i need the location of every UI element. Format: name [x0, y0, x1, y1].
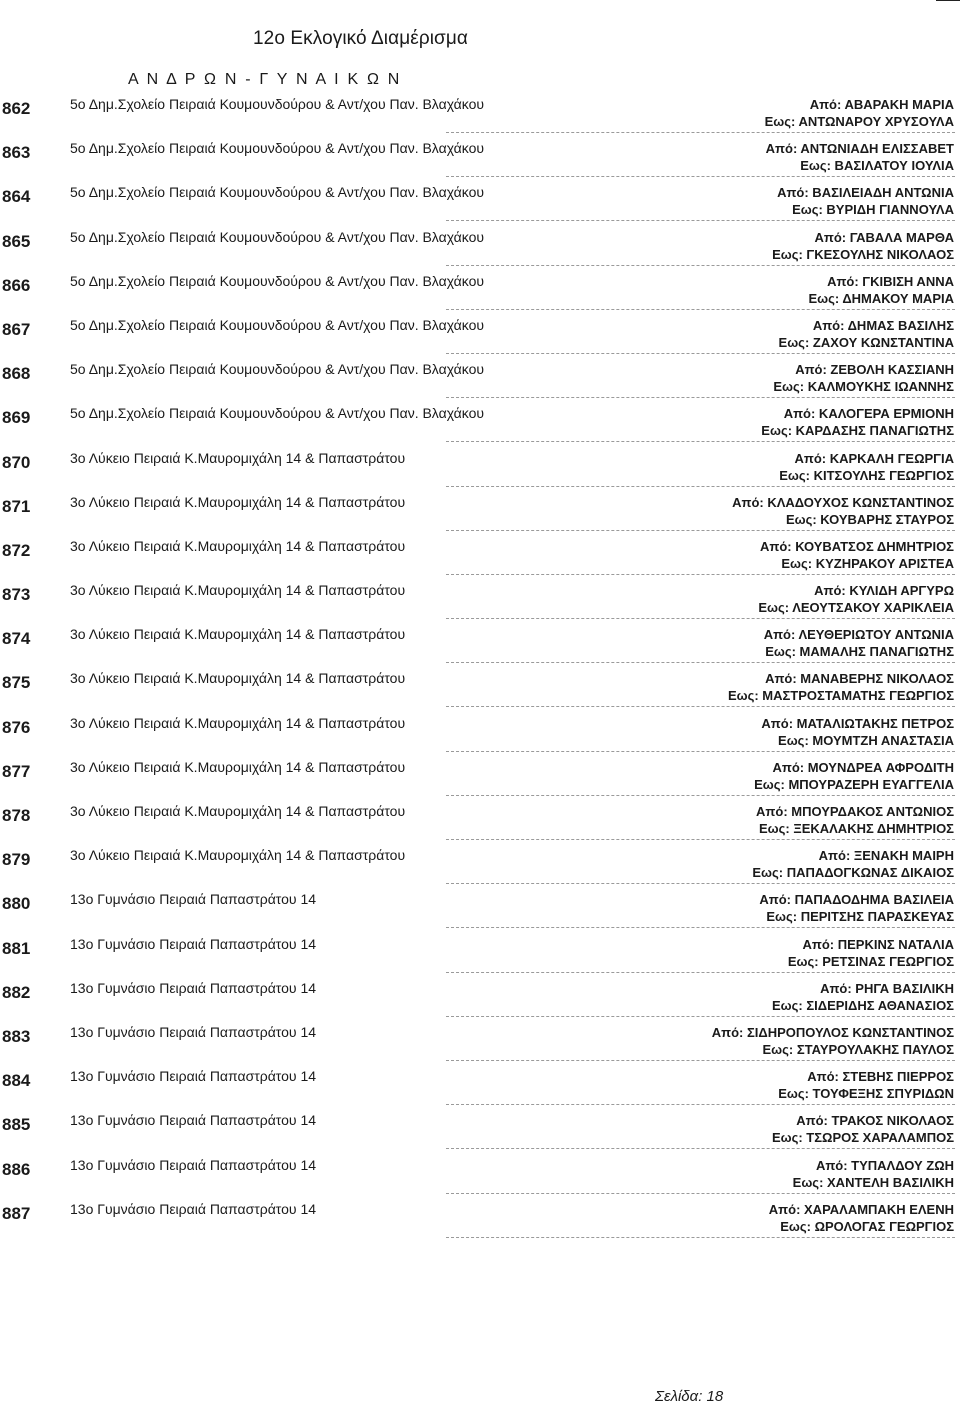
range-from: Από: ΚΑΛΟΓΕΡΑ ΕΡΜΙΟΝΗ [783, 406, 954, 422]
range-to: Εως: ΜΑΜΑΛΗΣ ΠΑΝΑΓΙΩΤΗΣ [765, 644, 954, 660]
dashed-separator [446, 1237, 955, 1238]
station-address: 5ο Δημ.Σχολείο Πειραιά Κουμουνδούρου & Αντ/χου Παν. Βλαχάκου [70, 272, 485, 289]
table-row [0, 935, 960, 979]
station-address: 5ο Δημ.Σχολείο Πειραιά Κουμουνδούρου & Αντ/χου Παν. Βλαχάκου [70, 96, 485, 112]
dashed-separator [446, 176, 955, 177]
station-number: 881 [2, 938, 31, 958]
range-from: Από: ΧΑΡΑΛΑΜΠΑΚΗ ΕΛΕΝΗ [768, 1201, 954, 1217]
station-address: 13ο Γυμνάσιο Πειραιά Παπαστράτου 14 [70, 1200, 317, 1217]
table-row [0, 493, 960, 537]
range-from: Από: ΜΑΤΑΛΙΩΤΑΚΗΣ ΠΕΤΡΟΣ [761, 715, 954, 731]
range-from: Από: ΚΥΛΙΔΗ ΑΡΓΥΡΩ [814, 583, 954, 599]
station-address: 3ο Λύκειο Πειραιά Κ.Μαυρομιχάλη 14 & Παπαστράτου [70, 582, 406, 599]
station-number: 877 [2, 761, 31, 781]
table-row [0, 404, 960, 448]
station-address: 13ο Γυμνάσιο Πειραιά Παπαστράτου 14 [70, 1156, 317, 1173]
range-from: Από: ΤΡΑΚΟΣ ΝΙΚΟΛΑΟΣ [796, 1113, 954, 1129]
range-to: Εως: ΧΑΝΤΕΛΗ ΒΑΣΙΛΙΚΗ [792, 1174, 954, 1190]
range-from: Από: ΛΕΥΘΕΡΙΩΤΟΥ ΑΝΤΩΝΙΑ [763, 627, 954, 643]
dashed-separator [446, 309, 955, 310]
section-title: Α Ν Δ Ρ Ω Ν - Γ Υ Ν Α Ι Κ Ω Ν [128, 71, 402, 88]
station-address: 3ο Λύκειο Πειραιά Κ.Μαυρομιχάλη 14 & Παπαστράτου [70, 803, 406, 819]
range-to: Εως: ΚΟΥΒΑΡΗΣ ΣΤΑΥΡΟΣ [785, 511, 954, 527]
top-rule [936, 0, 960, 1]
range-to: Εως: ΤΟΥΦΕΞΗΣ ΣΠΥΡΙΔΩΝ [778, 1086, 954, 1102]
station-number: 885 [2, 1115, 31, 1135]
dashed-separator [446, 1193, 955, 1194]
range-to: Εως: ΑΝΤΩΝΑΡΟΥ ΧΡΥΣΟΥΛΑ [764, 114, 954, 129]
station-number: 879 [2, 850, 31, 870]
table-row [0, 1156, 960, 1200]
table-row [0, 625, 960, 669]
polling-station-list [0, 95, 960, 1244]
station-number: 883 [2, 1026, 31, 1046]
table-row [0, 581, 960, 625]
table-row [0, 316, 960, 360]
table-row [0, 890, 960, 934]
table-row [0, 449, 960, 493]
station-number: 882 [2, 982, 31, 1002]
table-row [0, 802, 960, 846]
station-number: 878 [2, 806, 31, 825]
station-number: 875 [2, 673, 31, 693]
range-from: Από: ΤΥΠΑΛΔΟΥ ΖΩΗ [815, 1157, 954, 1173]
station-address: 13ο Γυμνάσιο Πειραιά Παπαστράτου 14 [70, 1068, 317, 1085]
station-number: 865 [2, 231, 31, 251]
dashed-separator [446, 441, 955, 442]
table-row [0, 272, 960, 316]
table-row [0, 669, 960, 713]
station-number: 872 [2, 540, 31, 560]
range-to: Εως: ΩΡΟΛΟΓΑΣ ΓΕΩΡΓΙΟΣ [780, 1218, 954, 1234]
table-row [0, 714, 960, 758]
range-from: Από: ΓΚΙΒΙΣΗ ΑΝΝΑ [827, 273, 954, 289]
station-number: 864 [2, 187, 31, 207]
range-from: Από: ΚΟΥΒΑΤΣΟΣ ΔΗΜΗΤΡΙΟΣ [759, 538, 954, 554]
station-address: 3ο Λύκειο Πειραιά Κ.Μαυρομιχάλη 14 & Παπαστράτου [70, 449, 406, 466]
range-to: Εως: ΒΥΡΙΔΗ ΓΙΑΝΝΟΥΛΑ [792, 202, 954, 218]
station-number: 874 [2, 629, 31, 649]
dashed-separator [446, 662, 955, 663]
table-row [0, 183, 960, 227]
range-from: Από: ΞΕΝΑΚΗ ΜΑΙΡΗ [818, 848, 954, 864]
range-to: Εως: ΠΕΡΙΤΣΗΣ ΠΑΡΑΣΚΕΥΑΣ [766, 909, 954, 925]
range-from: Από: ΔΗΜΑΣ ΒΑΣΙΛΗΣ [812, 317, 954, 333]
range-to: Εως: ΜΠΟΥΡΑΖΕΡΗ ΕΥΑΓΓΕΛΙΑ [754, 776, 954, 792]
range-from: Από: ΡΗΓΑ ΒΑΣΙΛΙΚΗ [820, 980, 954, 996]
station-address: 5ο Δημ.Σχολείο Πειραιά Κουμουνδούρου & Αντ/χου Παν. Βλαχάκου [70, 140, 485, 157]
range-from: Από: ΒΑΣΙΛΕΙΑΔΗ ΑΝΤΩΝΙΑ [777, 185, 954, 201]
range-from: Από: ΚΑΡΚΑΛΗ ΓΕΩΡΓΙΑ [794, 450, 954, 466]
dashed-separator [446, 1104, 955, 1105]
dashed-separator [446, 751, 955, 752]
dashed-separator [446, 220, 955, 221]
station-address: 3ο Λύκειο Πειραιά Κ.Μαυρομιχάλη 14 & Παπαστράτου [70, 626, 406, 643]
dashed-separator [446, 883, 955, 884]
range-to: Εως: ΡΕΤΣΙΝΑΣ ΓΕΩΡΓΙΟΣ [787, 953, 954, 969]
station-address: 3ο Λύκειο Πειραιά Κ.Μαυρομιχάλη 14 & Παπαστράτου [70, 847, 406, 864]
range-to: Εως: ΖΑΧΟΥ ΚΩΝΣΤΑΝΤΙΝΑ [778, 334, 954, 350]
station-number: 871 [2, 496, 31, 516]
table-row [0, 979, 960, 1023]
district-title: 12ο Εκλογικό Διαμέρισμα [253, 28, 469, 49]
station-number: 886 [2, 1159, 31, 1179]
range-to: Εως: ΓΚΕΣΟΥΛΗΣ ΝΙΚΟΛΑΟΣ [772, 246, 954, 262]
dashed-separator [446, 795, 955, 796]
station-address: 5ο Δημ.Σχολείο Πειραιά Κουμουνδούρου & Αντ/χου Παν. Βλαχάκου [70, 316, 485, 333]
table-row [0, 228, 960, 272]
dashed-separator [446, 618, 955, 619]
dashed-separator [446, 927, 955, 928]
table-row [0, 1200, 960, 1244]
station-address: 5ο Δημ.Σχολείο Πειραιά Κουμουνδούρου & Αντ/χου Παν. Βλαχάκου [70, 361, 485, 378]
station-number: 866 [2, 275, 31, 295]
station-number: 863 [2, 143, 31, 163]
station-address: 3ο Λύκειο Πειραιά Κ.Μαυρομιχάλη 14 & Παπαστράτου [70, 758, 406, 775]
dashed-separator [446, 353, 955, 354]
station-address: 13ο Γυμνάσιο Πειραιά Παπαστράτου 14 [70, 1112, 317, 1129]
station-number: 870 [2, 452, 31, 472]
station-number: 862 [2, 99, 31, 118]
station-number: 867 [2, 319, 31, 339]
dashed-separator [446, 706, 955, 707]
range-to: Εως: ΤΣΩΡΟΣ ΧΑΡΑΛΑΜΠΟΣ [771, 1130, 954, 1146]
dashed-separator [446, 1060, 955, 1061]
table-row [0, 846, 960, 890]
table-row [0, 139, 960, 183]
table-row [0, 95, 960, 139]
table-row [0, 758, 960, 802]
range-from: Από: ΜΠΟΥΡΔΑΚΟΣ ΑΝΤΩΝΙΟΣ [756, 804, 954, 819]
dashed-separator [446, 397, 955, 398]
dashed-separator [446, 1016, 955, 1017]
station-number: 884 [2, 1071, 31, 1091]
station-address: 5ο Δημ.Σχολείο Πειραιά Κουμουνδούρου & Αντ/χου Παν. Βλαχάκου [70, 228, 485, 245]
dashed-separator [446, 972, 955, 973]
dashed-separator [446, 839, 955, 840]
station-number: 876 [2, 717, 31, 737]
dashed-separator [446, 1148, 955, 1149]
range-from: Από: ΜΑΝΑΒΕΡΗΣ ΝΙΚΟΛΑΟΣ [765, 671, 954, 687]
station-number: 887 [2, 1203, 31, 1223]
range-from: Από: ΠΑΠΑΔΟΔΗΜΑ ΒΑΣΙΛΕΙΑ [759, 892, 954, 908]
range-to: Εως: ΠΑΠΑΔΟΓΚΩΝΑΣ ΔΙΚΑΙΟΣ [752, 865, 954, 881]
table-row [0, 360, 960, 404]
station-address: 13ο Γυμνάσιο Πειραιά Παπαστράτου 14 [70, 891, 317, 908]
dashed-separator [446, 530, 955, 531]
table-row [0, 1067, 960, 1111]
station-address: 3ο Λύκειο Πειραιά Κ.Μαυρομιχάλη 14 & Παπαστράτου [70, 714, 406, 731]
range-from: Από: ΣΤΕΒΗΣ ΠΙΕΡΡΟΣ [807, 1069, 954, 1085]
dashed-separator [446, 574, 955, 575]
station-number: 868 [2, 364, 31, 384]
dashed-separator [446, 486, 955, 487]
range-to: Εως: ΜΑΣΤΡΟΣΤΑΜΑΤΗΣ ΓΕΩΡΓΙΟΣ [727, 688, 954, 704]
dashed-separator [446, 265, 955, 266]
range-from: Από: ΑΝΤΩΝΙΑΔΗ ΕΛΙΣΣΑΒΕΤ [765, 141, 954, 157]
range-from: Από: ΓΑΒΑΛΑ ΜΑΡΘΑ [814, 229, 954, 245]
range-to: Εως: ΚΥΖΗΡΑΚΟΥ ΑΡΙΣΤΕΑ [781, 555, 954, 571]
range-from: Από: ΜΟΥΝΔΡΕΑ ΑΦΡΟΔΙΤΗ [772, 759, 954, 775]
range-from: Από: ΑΒΑΡΑΚΗ ΜΑΡΙΑ [809, 97, 954, 112]
range-to: Εως: ΚΑΛΜΟΥΚΗΣ ΙΩΑΝΝΗΣ [773, 379, 954, 395]
range-from: Από: ΣΙΔΗΡΟΠΟΥΛΟΣ ΚΩΝΣΤΑΝΤΙΝΟΣ [711, 1024, 954, 1040]
range-to: Εως: ΒΑΣΙΛΑΤΟΥ ΙΟΥΛΙΑ [800, 158, 954, 174]
station-number: 880 [2, 894, 31, 914]
station-address: 13ο Γυμνάσιο Πειραιά Παπαστράτου 14 [70, 979, 317, 996]
range-to: Εως: ΔΗΜΑΚΟΥ ΜΑΡΙΑ [808, 290, 954, 306]
station-address: 3ο Λύκειο Πειραιά Κ.Μαυρομιχάλη 14 & Παπαστράτου [70, 493, 406, 510]
range-to: Εως: ΣΤΑΥΡΟΥΛΑΚΗΣ ΠΑΥΛΟΣ [762, 1041, 954, 1057]
page-number: Σελίδα: 18 [655, 1388, 724, 1405]
range-to: Εως: ΚΙΤΣΟΥΛΗΣ ΓΕΩΡΓΙΟΣ [779, 467, 954, 483]
range-from: Από: ΚΛΑΔΟΥΧΟΣ ΚΩΝΣΤΑΝΤΙΝΟΣ [732, 494, 954, 510]
dashed-separator [446, 132, 955, 133]
table-row [0, 537, 960, 581]
range-to: Εως: ΜΟΥΜΤΖΗ ΑΝΑΣΤΑΣΙΑ [778, 732, 954, 748]
range-to: Εως: ΚΑΡΔΑΣΗΣ ΠΑΝΑΓΙΩΤΗΣ [761, 423, 954, 439]
station-address: 5ο Δημ.Σχολείο Πειραιά Κουμουνδούρου & Αντ/χου Παν. Βλαχάκου [70, 405, 485, 422]
station-number: 873 [2, 585, 31, 605]
station-address: 13ο Γυμνάσιο Πειραιά Παπαστράτου 14 [70, 1023, 317, 1040]
station-address: 3ο Λύκειο Πειραιά Κ.Μαυρομιχάλη 14 & Παπαστράτου [70, 670, 406, 687]
table-row [0, 1111, 960, 1155]
range-to: Εως: ΛΕΟΥΤΣΑΚΟΥ ΧΑΡΙΚΛΕΙΑ [758, 600, 954, 616]
station-address: 5ο Δημ.Σχολείο Πειραιά Κουμουνδούρου & Αντ/χου Παν. Βλαχάκου [70, 184, 485, 201]
range-to: Εως: ΞΕΚΑΛΑΚΗΣ ΔΗΜΗΤΡΙΟΣ [758, 821, 954, 836]
station-number: 869 [2, 408, 31, 428]
range-to: Εως: ΣΙΔΕΡΙΔΗΣ ΑΘΑΝΑΣΙΟΣ [771, 997, 954, 1013]
station-address: 13ο Γυμνάσιο Πειραιά Παπαστράτου 14 [70, 935, 317, 952]
table-row [0, 1023, 960, 1067]
station-address: 3ο Λύκειο Πειραιά Κ.Μαυρομιχάλη 14 & Παπαστράτου [70, 537, 406, 554]
range-from: Από: ΖΕΒΟΛΗ ΚΑΣΣΙΑΝΗ [795, 362, 954, 378]
range-from: Από: ΠΕΡΚΙΝΣ ΝΑΤΑΛΙΑ [802, 936, 954, 952]
